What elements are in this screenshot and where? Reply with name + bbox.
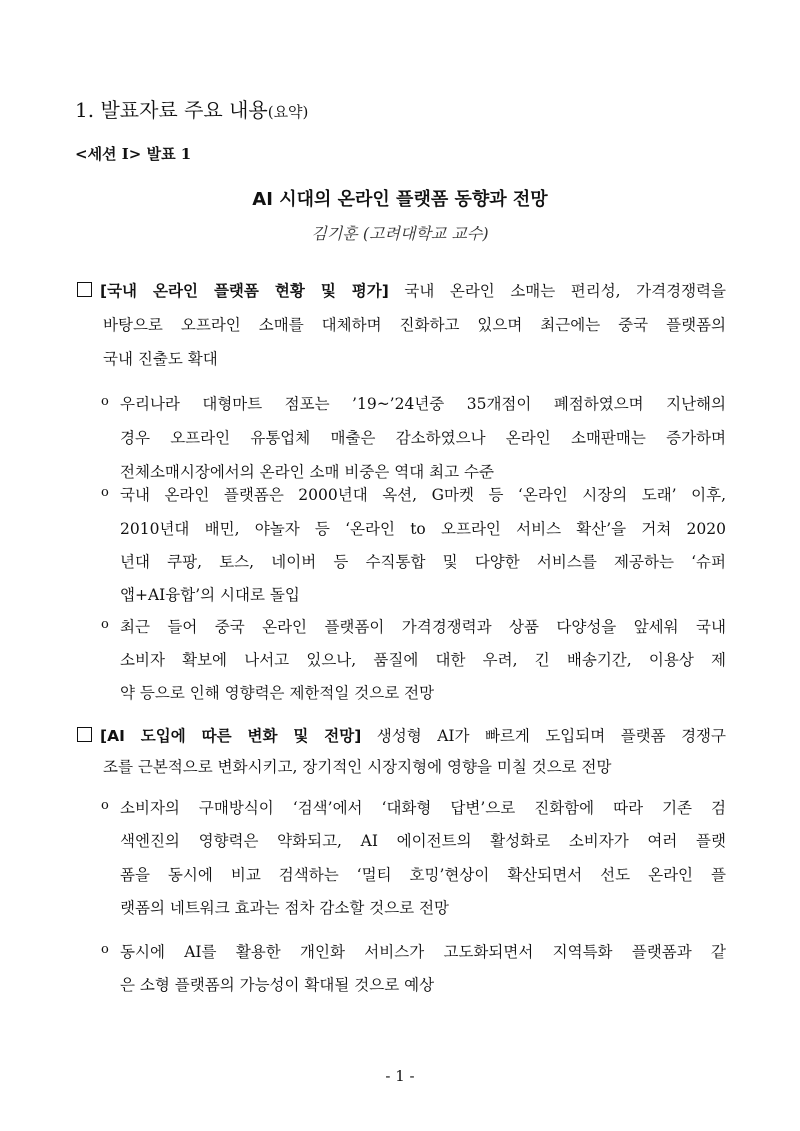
checkbox-square-icon xyxy=(77,727,92,742)
text: 국내 온라인 소매는 편리성, 가격경쟁력을 xyxy=(388,282,726,300)
bullet-icon: o xyxy=(101,942,109,957)
bullet-icon: o xyxy=(101,798,109,813)
checkbox-square-icon xyxy=(77,282,92,297)
bullet-line: 앱+AI융합’의 시대로 돌입 xyxy=(120,586,300,604)
presentation-title: AI 시대의 온라인 플랫폼 동향과 전망 xyxy=(252,189,548,210)
section-text-line: 조를 근본적으로 변화시키고, 장기적인 시장지형에 영향을 미칠 것으로 전망 xyxy=(103,758,612,776)
session-label: <세션 Ⅰ> 발표 1 xyxy=(75,145,192,163)
section-label: [AI 도입에 따른 변화 및 전망] xyxy=(100,727,362,745)
bullet-icon: o xyxy=(101,485,109,500)
bullet-line: 국내 온라인 플랫폼은 2000년대 옥션, G마켓 등 ‘온라인 시장의 도래’ 이후, xyxy=(120,486,726,504)
bullet-line: 약 등으로 인해 영향력은 제한적일 것으로 전망 xyxy=(120,684,435,702)
bullet-line: 색엔진의 영향력은 약화되고, AI 에이전트의 활성화로 소비자가 여러 플랫 xyxy=(120,832,726,850)
section-text-line: 바탕으로 오프라인 소매를 대체하며 진화하고 있으며 최근에는 중국 플랫폼의 xyxy=(103,316,726,334)
bullet-line: 우리나라 대형마트 점포는 ’19~’24년중 35개점이 폐점하였으며 지난해의 xyxy=(120,395,726,413)
section-label: [국내 온라인 플랫폼 현황 및 평가] xyxy=(100,282,389,300)
bullet-line: 폼을 동시에 비교 검색하는 ‘멀티 호밍’현상이 확산되면서 선도 온라인 플 xyxy=(120,866,726,884)
bullet-line: 2010년대 배민, 야놀자 등 ‘온라인 to 오프라인 서비스 확산’을 거쳐 2020 xyxy=(120,520,726,538)
bullet-line: 전체소매시장에서의 온라인 소매 비중은 역대 최고 수준 xyxy=(120,463,494,481)
bullet-line: 동시에 AI를 활용한 개인화 서비스가 고도화되면서 지역특화 플랫폼과 같 xyxy=(120,943,726,961)
bullet-icon: o xyxy=(101,394,109,409)
text: 생성형 AI가 빠르게 도입되며 플랫폼 경쟁구 xyxy=(361,727,726,745)
heading-main: 1. 발표자료 주요 내용 xyxy=(75,98,268,122)
bullet-line: 년대 쿠팡, 토스, 네이버 등 수직통합 및 다양한 서비스를 제공하는 ‘슈퍼 xyxy=(120,553,726,571)
bullet-line: 소비자의 구매방식이 ‘검색’에서 ‘대화형 답변’으로 진화함에 따라 기존 검 xyxy=(120,799,726,817)
section-heading xyxy=(75,94,308,123)
author: 김기훈 (고려대학교 교수) xyxy=(311,224,489,243)
bullet-line: 은 소형 플랫폼의 가능성이 확대될 것으로 예상 xyxy=(120,976,435,994)
bullet-line: 랫폼의 네트워크 효과는 점차 감소할 것으로 전망 xyxy=(120,899,450,917)
section-heading-line xyxy=(77,724,726,746)
bullet-line: 경우 오프라인 유통업체 매출은 감소하였으나 온라인 소매판매는 증가하며 xyxy=(120,429,726,447)
bullet-line: 최근 들어 중국 온라인 플랫폼이 가격경쟁력과 상품 다양성을 앞세워 국내 xyxy=(120,618,726,636)
bullet-line: 소비자 확보에 나서고 있으나, 품질에 대한 우려, 긴 배송기간, 이용상 제 xyxy=(120,651,726,669)
page-number: - 1 - xyxy=(385,1067,415,1085)
bullet-icon: o xyxy=(101,617,109,632)
heading-sub: (요약) xyxy=(267,103,309,121)
section-heading-line xyxy=(77,279,726,301)
section-text-line: 국내 진출도 확대 xyxy=(103,350,218,368)
